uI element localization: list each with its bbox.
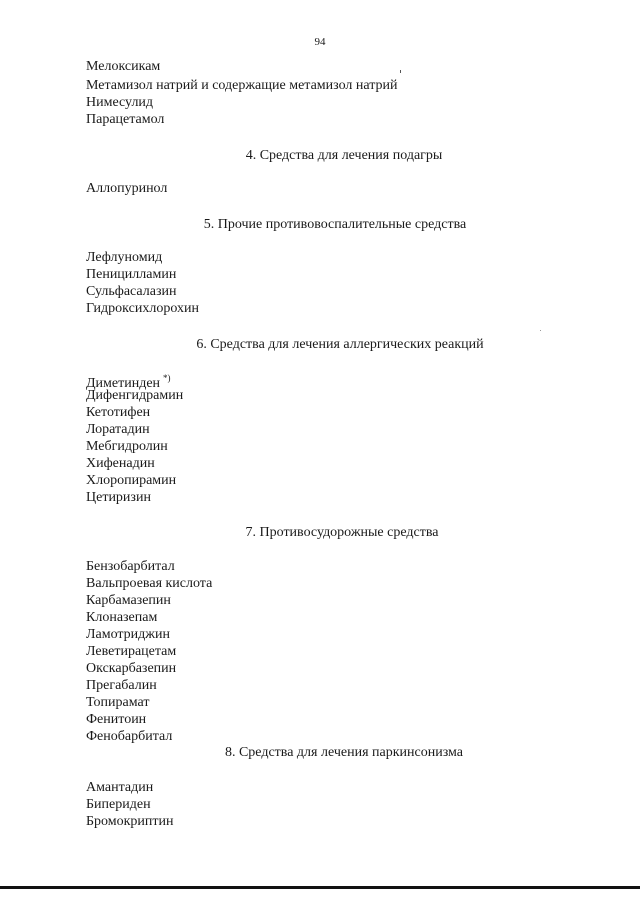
section-heading: 5. Прочие противовоспалительные средства: [203, 217, 467, 232]
list-item: Прегабалин: [86, 678, 157, 693]
list-item: Фенобарбитал: [86, 729, 173, 744]
list-item: Мебгидролин: [86, 439, 168, 454]
page-number: 94: [314, 36, 326, 48]
list-item: Гидроксихлорохин: [86, 301, 199, 316]
section-heading: 4. Средства для лечения подагры: [245, 148, 443, 163]
list-item: Бензобарбитал: [86, 559, 175, 574]
list-item: Аллопуринол: [86, 181, 168, 196]
section-heading: 7. Противосудорожные средства: [245, 525, 439, 540]
list-item: Мелоксикам: [86, 59, 161, 74]
list-item: Леветирацетам: [86, 644, 177, 659]
list-item: Нимесулид: [86, 95, 154, 110]
footer-rule: [0, 886, 640, 889]
list-item: Окскарбазепин: [86, 661, 177, 676]
list-item: Сульфасалазин: [86, 284, 177, 299]
list-item-label: Диметинден: [86, 376, 161, 391]
scan-speck: [400, 70, 401, 73]
list-item: Фенитоин: [86, 712, 147, 727]
list-item: Бипериден: [86, 797, 151, 812]
list-item: Дифенгидрамин: [86, 388, 184, 403]
list-item: Цетиризин: [86, 490, 151, 505]
list-item: Ламотриджин: [86, 627, 170, 642]
list-item: Амантадин: [86, 780, 154, 795]
list-item: Хлоропирамин: [86, 473, 177, 488]
list-item: Пеницилламин: [86, 267, 177, 282]
list-item: Лоратадин: [86, 422, 150, 437]
list-item: Кетотифен: [86, 405, 151, 420]
section-heading: 6. Средства для лечения аллергических реакций: [196, 337, 484, 352]
list-item: Хифенадин: [86, 456, 155, 471]
scan-speck: [540, 330, 541, 331]
list-item: Бромокриптин: [86, 814, 174, 829]
list-item: Парацетамол: [86, 112, 165, 127]
section-heading: 8. Средства для лечения паркинсонизма: [224, 745, 464, 760]
list-item: Карбамазепин: [86, 593, 171, 608]
footnote-mark: *): [163, 373, 171, 383]
list-item: Клоназепам: [86, 610, 158, 625]
list-item: Вальпроевая кислота: [86, 576, 213, 591]
list-item: Лефлуномид: [86, 250, 163, 265]
list-item: Метамизол натрий и содержащие метамизол натрий: [86, 78, 398, 93]
list-item: Топирамат: [86, 695, 150, 710]
